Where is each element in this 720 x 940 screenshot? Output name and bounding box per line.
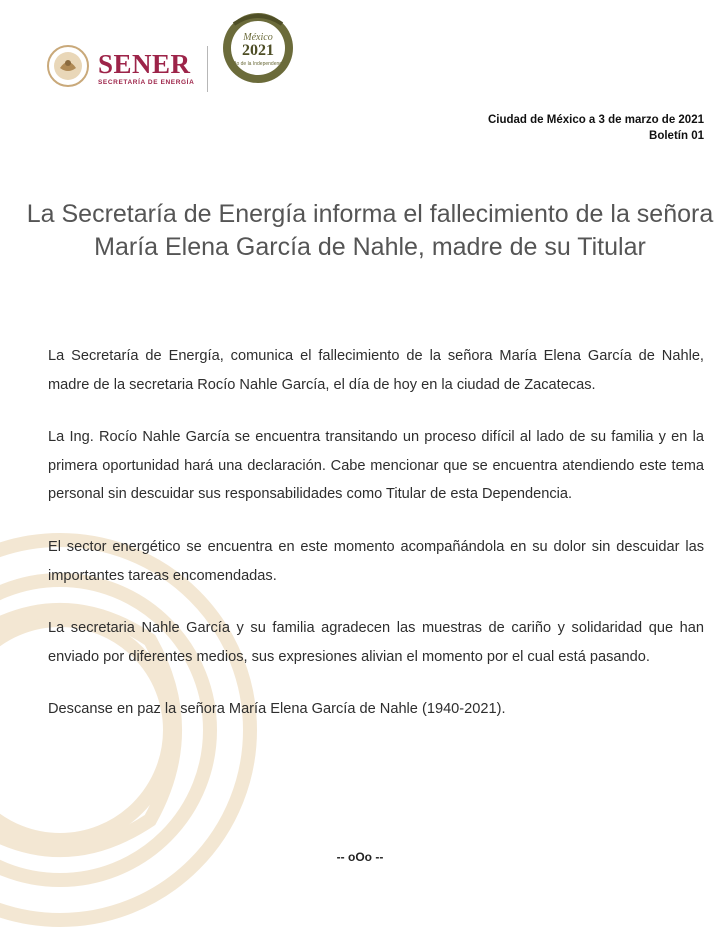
press-title: La Secretaría de Energía informa el fallecimiento de la señora María Elena García de Nahle, madre de su Titular xyxy=(26,200,714,261)
closing-mark: -- oOo -- xyxy=(336,850,384,864)
brand-name: SENER xyxy=(98,49,191,79)
paragraph: La secretaria Nahle García y su familia agradecen las muestras de cariño y solidaridad que han enviado por diferentes medios, sus expresiones alivian el momento por el cual está pasando. xyxy=(48,620,704,665)
mexico-2021-emblem-icon xyxy=(220,10,296,86)
paragraph: La Ing. Rocío Nahle García se encuentra transitando un proceso difícil al lado de su familia y en la primera oportunidad hará una declaración. Cabe mencionar que se encuentra atendiendo este tema personal sin descuidar sus responsabilidades como Titular de esta Dependencia. xyxy=(48,429,704,503)
letterhead xyxy=(46,10,306,90)
emblem-label-top: México xyxy=(243,32,273,43)
press-body xyxy=(48,342,704,748)
emblem-label-bottom: Año de la Independencia xyxy=(230,61,286,67)
brand-subtitle: SECRETARÍA DE ENERGÍA xyxy=(98,79,195,86)
emblem-year: 2021 xyxy=(242,42,274,59)
dateline: Ciudad de México a 3 de marzo de 2021 xyxy=(487,114,704,126)
bulletin-number: Boletín 01 xyxy=(649,130,704,142)
header-divider xyxy=(207,46,208,92)
document-meta xyxy=(488,112,704,144)
paragraph: La Secretaría de Energía, comunica el fallecimiento de la señora María Elena García de Nahle, madre de la secretaria Rocío Nahle García, el día de hoy en la ciudad de Zacatecas. xyxy=(48,348,704,393)
national-seal-icon xyxy=(46,44,90,88)
paragraph: El sector energético se encuentra en este momento acompañándola en su dolor sin descuidar las importantes tareas encomendadas. xyxy=(48,538,704,584)
paragraph: Descanse en paz la señora María Elena García de Nahle (1940-2021). xyxy=(48,701,506,718)
